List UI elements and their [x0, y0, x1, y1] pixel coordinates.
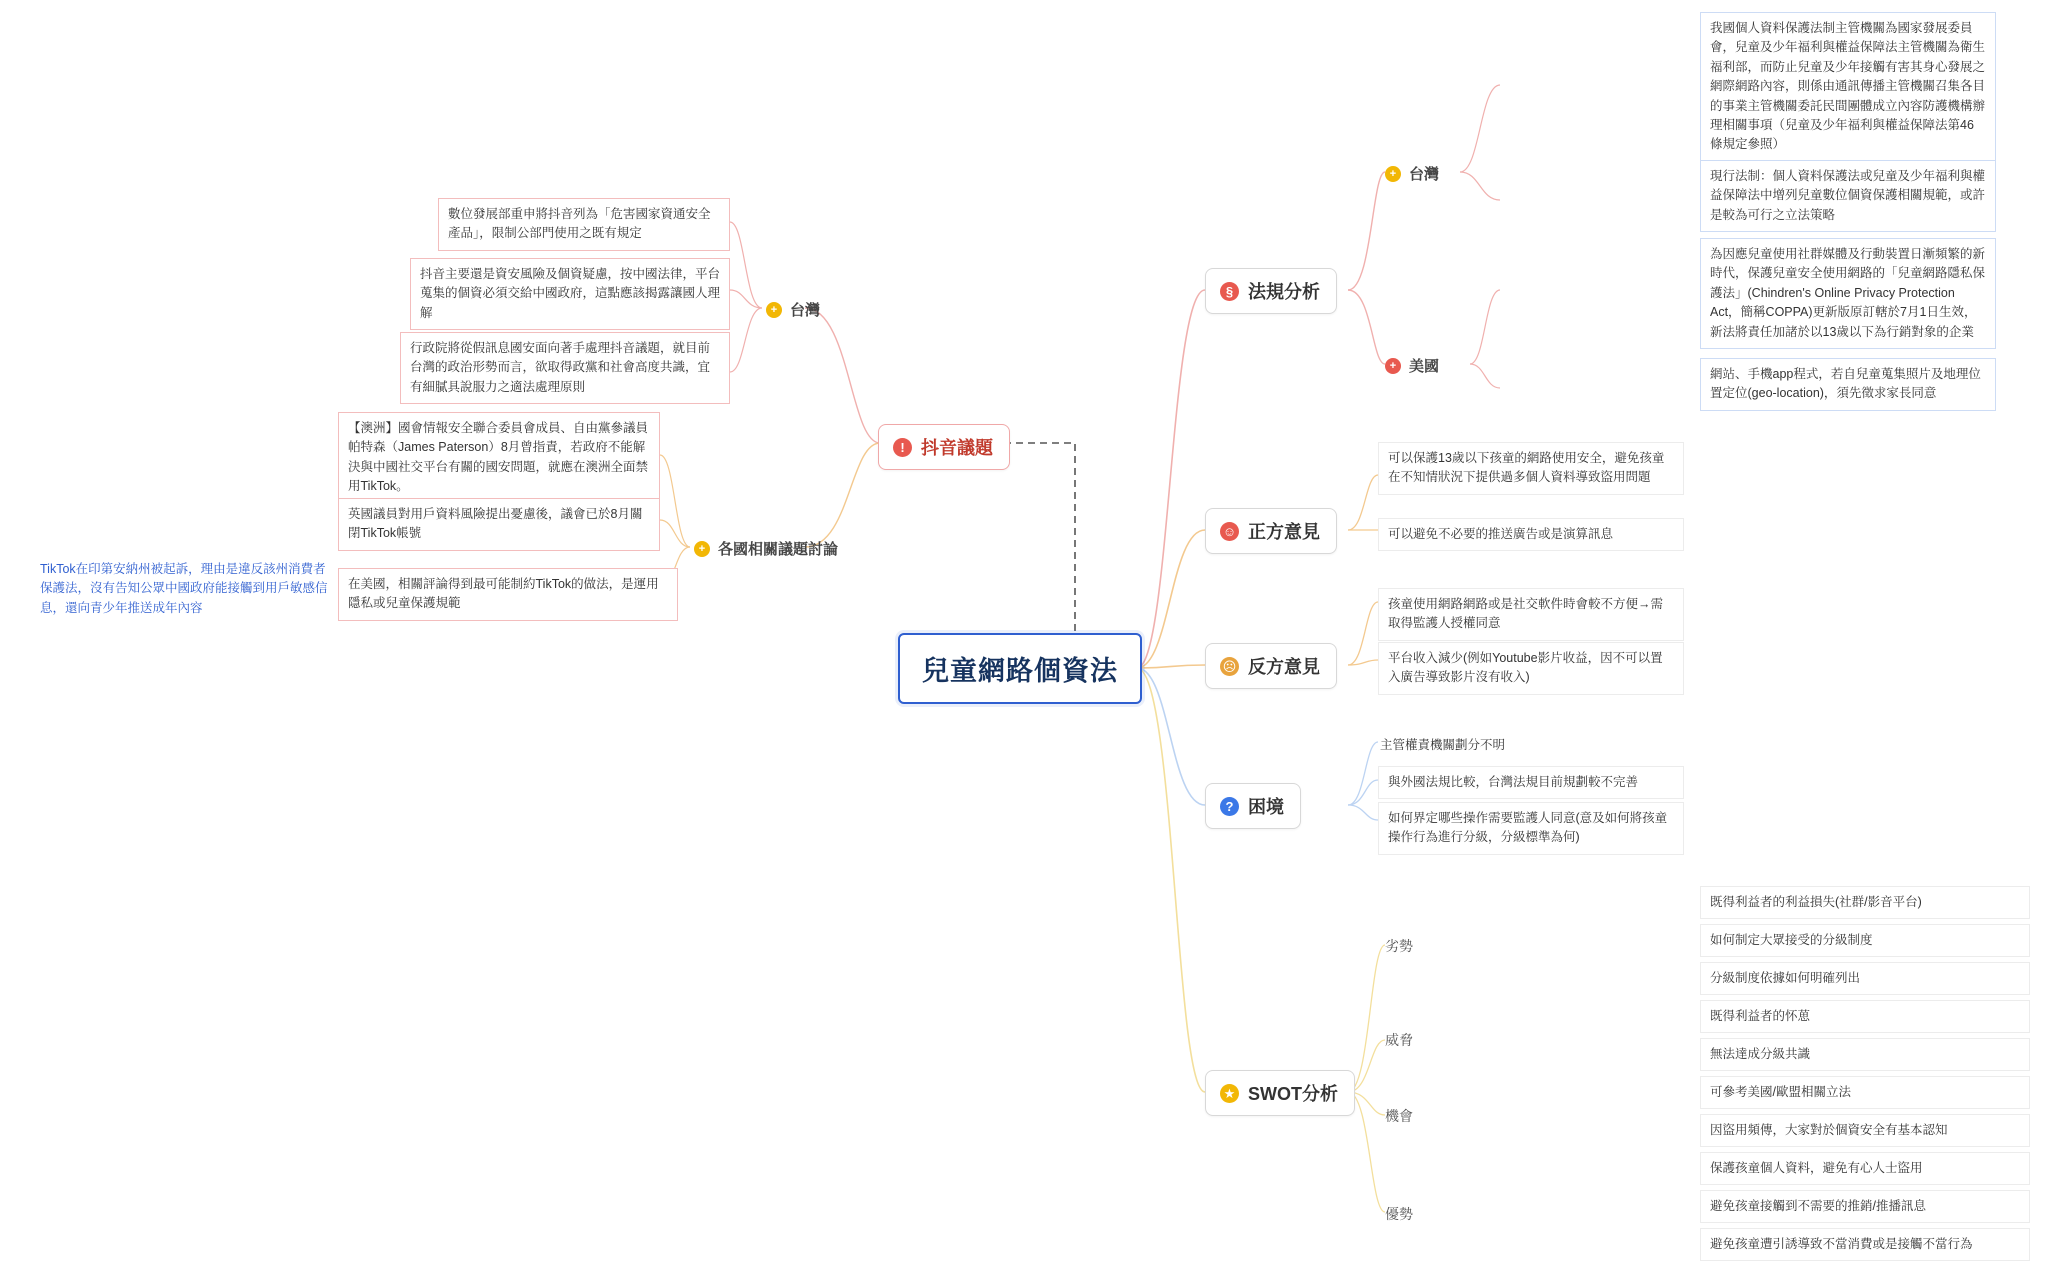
topic-group-taiwan-label: 台灣 — [790, 302, 821, 319]
branch-law[interactable] — [1205, 268, 1337, 314]
swot-opportunity-item-1[interactable]: 可參考美國/歐盟相關立法 — [1700, 1076, 2030, 1109]
thumbs-up-icon: ☺ — [1220, 522, 1239, 541]
law-usa-item-1[interactable]: 為因應兒童使用社群媒體及行動裝置日漸頻繁的新時代，保護兒童安全使用網路的「兒童網路隱私保護法」(Chindren's Online Privacy Protection Act，簡稱COPPA)更新版原訂轄於7月1日生效，新法將責任加諸於以13歲以下為行銷對象的企業 — [1700, 238, 1996, 349]
branch-hardship-label: 困境 — [1248, 797, 1284, 817]
law-taiwan-item-1[interactable]: 我國個人資料保護法制主管機關為國家發展委員會，兒童及少年福利與權益保障法主管機關為衛生福利部，而防止兒童及少年接觸有害其身心發展之網際網路內容，則係由通訊傳播主管機關召集各目的事業主管機關委託民間團體成立內容防護機構辦理相關事項（兒童及少年福利與權益保障法第46條規定參照） — [1700, 12, 1996, 162]
pro-item-1[interactable]: 可以保護13歲以下孩童的網路使用安全，避免孩童在不知情狀況下提供過多個人資料導致盜用問題 — [1378, 442, 1684, 495]
law-group-taiwan-label: 台灣 — [1409, 166, 1440, 183]
hardship-item-2[interactable]: 與外國法規比較，台灣法規目前規劃較不完善 — [1378, 766, 1684, 799]
branch-swot[interactable] — [1205, 1070, 1355, 1116]
swot-weakness-item-2[interactable]: 如何制定大眾接受的分級制度 — [1700, 924, 2030, 957]
swot-group-strength[interactable]: 優勢 — [1385, 1206, 1413, 1222]
swot-weakness-item-1[interactable]: 既得利益者的利益損失(社群/影音平台) — [1700, 886, 2030, 919]
topic-group-international[interactable] — [694, 538, 838, 559]
branch-pro[interactable] — [1205, 508, 1337, 554]
branch-topic-label: 抖音議題 — [921, 438, 993, 458]
topic-intl-item-3[interactable]: 在美國，相關評論得到最可能制約TikTok的做法，是運用隱私或兒童保護規範 — [338, 568, 678, 621]
swot-group-opportunity[interactable]: 機會 — [1385, 1108, 1413, 1124]
branch-swot-label: SWOT分析 — [1248, 1084, 1338, 1104]
topic-intl-item-2[interactable]: 英國議員對用戶資料風險提出憂慮後，議會已於8月關閉TikTok帳號 — [338, 498, 660, 551]
topic-group-international-label: 各國相關議題討論 — [718, 541, 839, 558]
topic-taiwan-item-2[interactable]: 抖音主要還是資安風險及個資疑慮，按中國法律，平台蒐集的個資必須交給中國政府，這點應該揭露讓國人理解 — [410, 258, 730, 330]
con-item-2[interactable]: 平台收入減少(例如Youtube影片收益，因不可以置入廣告導致影片沒有收入) — [1378, 642, 1684, 695]
topic-group-taiwan[interactable] — [766, 299, 820, 320]
gavel-icon: § — [1220, 282, 1239, 301]
root-label: 兒童網路個資法 — [922, 656, 1118, 686]
branch-hardship[interactable] — [1205, 783, 1301, 829]
topic-taiwan-item-3[interactable]: 行政院將從假訊息國安面向著手處理抖音議題，就目前台灣的政治形勢而言，欲取得政黨和社會高度共識，宜有細膩具說服力之適法處理原則 — [400, 332, 730, 404]
branch-law-label: 法規分析 — [1248, 282, 1320, 302]
swot-group-weakness[interactable]: 劣勢 — [1385, 938, 1413, 954]
swot-strength-item-1[interactable]: 保護孩童個人資料，避免有心人士盜用 — [1700, 1152, 2030, 1185]
con-item-1[interactable]: 孩童使用網路網路或是社交軟件時會較不方便→需取得監護人授權同意 — [1378, 588, 1684, 641]
swot-opportunity-item-2[interactable]: 因盜用頻傳，大家對於個資安全有基本認知 — [1700, 1114, 2030, 1147]
swot-strength-item-2[interactable]: 避免孩童接觸到不需要的推銷/推播訊息 — [1700, 1190, 2030, 1223]
branch-pro-label: 正方意見 — [1248, 522, 1320, 542]
root-node[interactable] — [898, 633, 1142, 704]
swot-weakness-item-3[interactable]: 分級制度依據如何明確列出 — [1700, 962, 2030, 995]
swot-threat-item-2[interactable]: 無法達成分級共識 — [1700, 1038, 2030, 1071]
branch-topic[interactable] — [878, 424, 1010, 470]
law-taiwan-item-2[interactable]: 現行法制：個人資料保護法或兒童及少年福利與權益保障法中增列兒童數位個資保護相關規範，或許是較為可行之立法策略 — [1700, 160, 1996, 232]
topic-left-note[interactable]: TikTok在印第安納州被起訴，理由是違反該州消費者保護法，沒有告知公眾中國政府能接觸到用戶敏感信息，還向青少年推送成年內容 — [38, 554, 338, 624]
swot-group-threat[interactable]: 威脅 — [1385, 1032, 1413, 1048]
topic-intl-item-1[interactable]: 【澳洲】國會情報安全聯合委員會成員、自由黨參議員帕特森（James Paterson）8月曾指責，若政府不能解決與中國社交平台有關的國安問題，就應在澳洲全面禁用TikTok。 — [338, 412, 660, 504]
plus-circle-icon: + — [1385, 358, 1401, 374]
law-group-taiwan[interactable] — [1385, 163, 1439, 184]
branch-con[interactable] — [1205, 643, 1337, 689]
plus-circle-icon: + — [694, 541, 710, 557]
law-usa-item-2[interactable]: 網站、手機app程式，若自兒童蒐集照片及地理位置定位(geo-location)，須先徵求家長同意 — [1700, 358, 1996, 411]
swot-threat-item-1[interactable]: 既得利益者的怀葸 — [1700, 1000, 2030, 1033]
thumbs-down-icon: ☹ — [1220, 657, 1239, 676]
branch-con-label: 反方意見 — [1248, 657, 1320, 677]
exclamation-circle-icon: ! — [893, 438, 912, 457]
swot-strength-item-3[interactable]: 避免孩童遭引誘導致不當消費或是接觸不當行為 — [1700, 1228, 2030, 1261]
hardship-item-1[interactable]: 主管權責機關劃分不明 — [1378, 730, 1684, 761]
plus-circle-icon: + — [1385, 166, 1401, 182]
topic-taiwan-item-1[interactable]: 數位發展部重申將抖音列為「危害國家資通安全產品」，限制公部門使用之既有規定 — [438, 198, 730, 251]
star-icon: ★ — [1220, 1084, 1239, 1103]
law-group-usa[interactable] — [1385, 355, 1439, 376]
plus-circle-icon: + — [766, 302, 782, 318]
question-icon: ? — [1220, 797, 1239, 816]
hardship-item-3[interactable]: 如何界定哪些操作需要監護人同意(意及如何將孩童操作行為進行分級，分級標準為何) — [1378, 802, 1684, 855]
pro-item-2[interactable]: 可以避免不必要的推送廣告或是演算訊息 — [1378, 518, 1684, 551]
law-group-usa-label: 美國 — [1409, 358, 1440, 375]
